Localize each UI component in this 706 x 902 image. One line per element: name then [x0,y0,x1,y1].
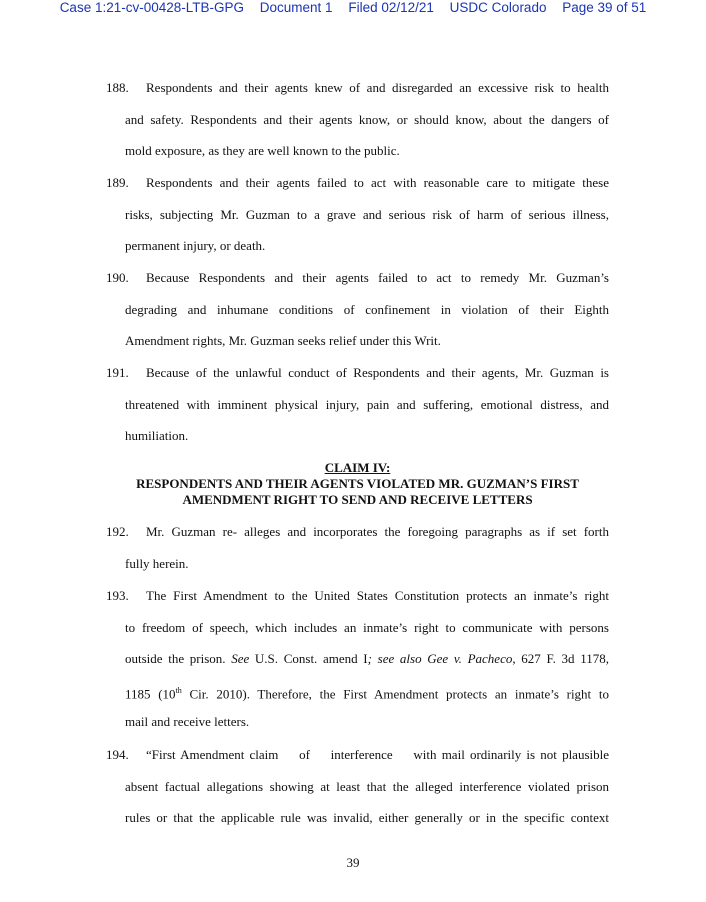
paragraph-line: 193. The First Amendment to the United States Constitution protects an inmate’s right [106,580,609,612]
paragraph-line: 192. Mr. Guzman re- alleges and incorporates the foregoing paragraphs as if set forth [106,516,609,548]
paragraph-line: mold exposure, as they are well known to the public. [125,143,400,158]
paragraph-191 [106,357,609,452]
paragraph-number: 192. [106,524,129,539]
paragraph-line: humiliation. [125,428,189,443]
paragraph-line: and safety. Respondents and their agents know, or should know, about the dangers of [125,111,609,127]
paragraph-number: 188. [106,80,129,95]
paragraph-line: 190. Because Respondents and their agents failed to act to remedy Mr. Guzman’s [106,262,609,294]
paragraph-number: 190. [106,270,129,285]
paragraph-number: 193. [106,588,129,603]
ordinal-suffix: th [175,685,182,695]
citation-case-name: ; see also Gee v. Pacheco [367,651,513,666]
paragraph-line: rules or that the applicable rule was invalid, either generally or in the specific context [125,810,609,825]
paragraph-188 [106,72,609,167]
paragraph-line: Amendment rights, Mr. Guzman seeks relief under this Writ. [125,333,441,348]
page-number: 39 [346,855,360,870]
case-number: Case 1:21-cv-00428-LTB-GPG [59,0,245,15]
paragraph-line: 1185 (10th Cir. 2010). Therefore, the First Amendment protects an inmate’s right to [125,685,609,701]
paragraph-line: outside the prison. See U.S. Const. amend I; see also Gee v. Pacheco, 627 F. 3d 1178, [125,651,609,666]
paragraph-190 [106,262,609,357]
claim-heading-line: AMENDMENT RIGHT TO SEND AND RECEIVE LETTERS [182,492,533,507]
paragraph-number: 191. [106,365,129,380]
document-number: Document 1 [259,0,333,15]
ecf-header [0,0,706,18]
paragraph-194 [106,739,609,834]
paragraph-number: 194. [106,747,129,762]
paragraph-line: threatened with imminent physical injury, pain and suffering, emotional distress, and [125,396,609,412]
paragraph-line: permanent injury, or death. [125,238,266,253]
paragraph-number: 189. [106,175,129,190]
paragraph-line: to freedom of speech, which includes an inmate’s right to communicate with persons [125,619,609,635]
citation-signal: See [231,651,250,666]
paragraph-line: mail and receive letters. [125,714,250,729]
paragraph-line: degrading and inhumane conditions of confinement in violation of their Eighth [125,301,609,317]
paragraph-line: absent factual allegations showing at least that the alleged interference violated prison [125,778,609,794]
page-indicator: Page 39 of 51 [562,0,647,15]
paragraph-line: 188. Respondents and their agents knew of and disregarded an excessive risk to health [106,72,609,104]
paragraph-line: 189. Respondents and their agents failed to act with reasonable care to mitigate these [106,167,609,199]
claim-title: CLAIM IV: [324,460,391,475]
claim-heading-line: RESPONDENTS AND THEIR AGENTS VIOLATED MR. GUZMAN’S FIRST [136,476,579,491]
filed-date: Filed 02/12/21 [348,0,434,15]
paragraph-192 [106,516,609,579]
paragraph-line: 194. “First Amendment claim of interference with mail ordinarily is not plausible [106,739,609,771]
paragraph-193 [106,580,609,738]
paragraph-189 [106,167,609,262]
paragraph-line: risks, subjecting Mr. Guzman to a grave and serious risk of harm of serious illness, [125,206,609,222]
paragraph-line: 191. Because of the unlawful conduct of Respondents and their agents, Mr. Guzman is [106,357,609,389]
claim-heading [106,460,609,508]
court-name: USDC Colorado [449,0,547,15]
paragraph-line: fully herein. [125,555,189,571]
